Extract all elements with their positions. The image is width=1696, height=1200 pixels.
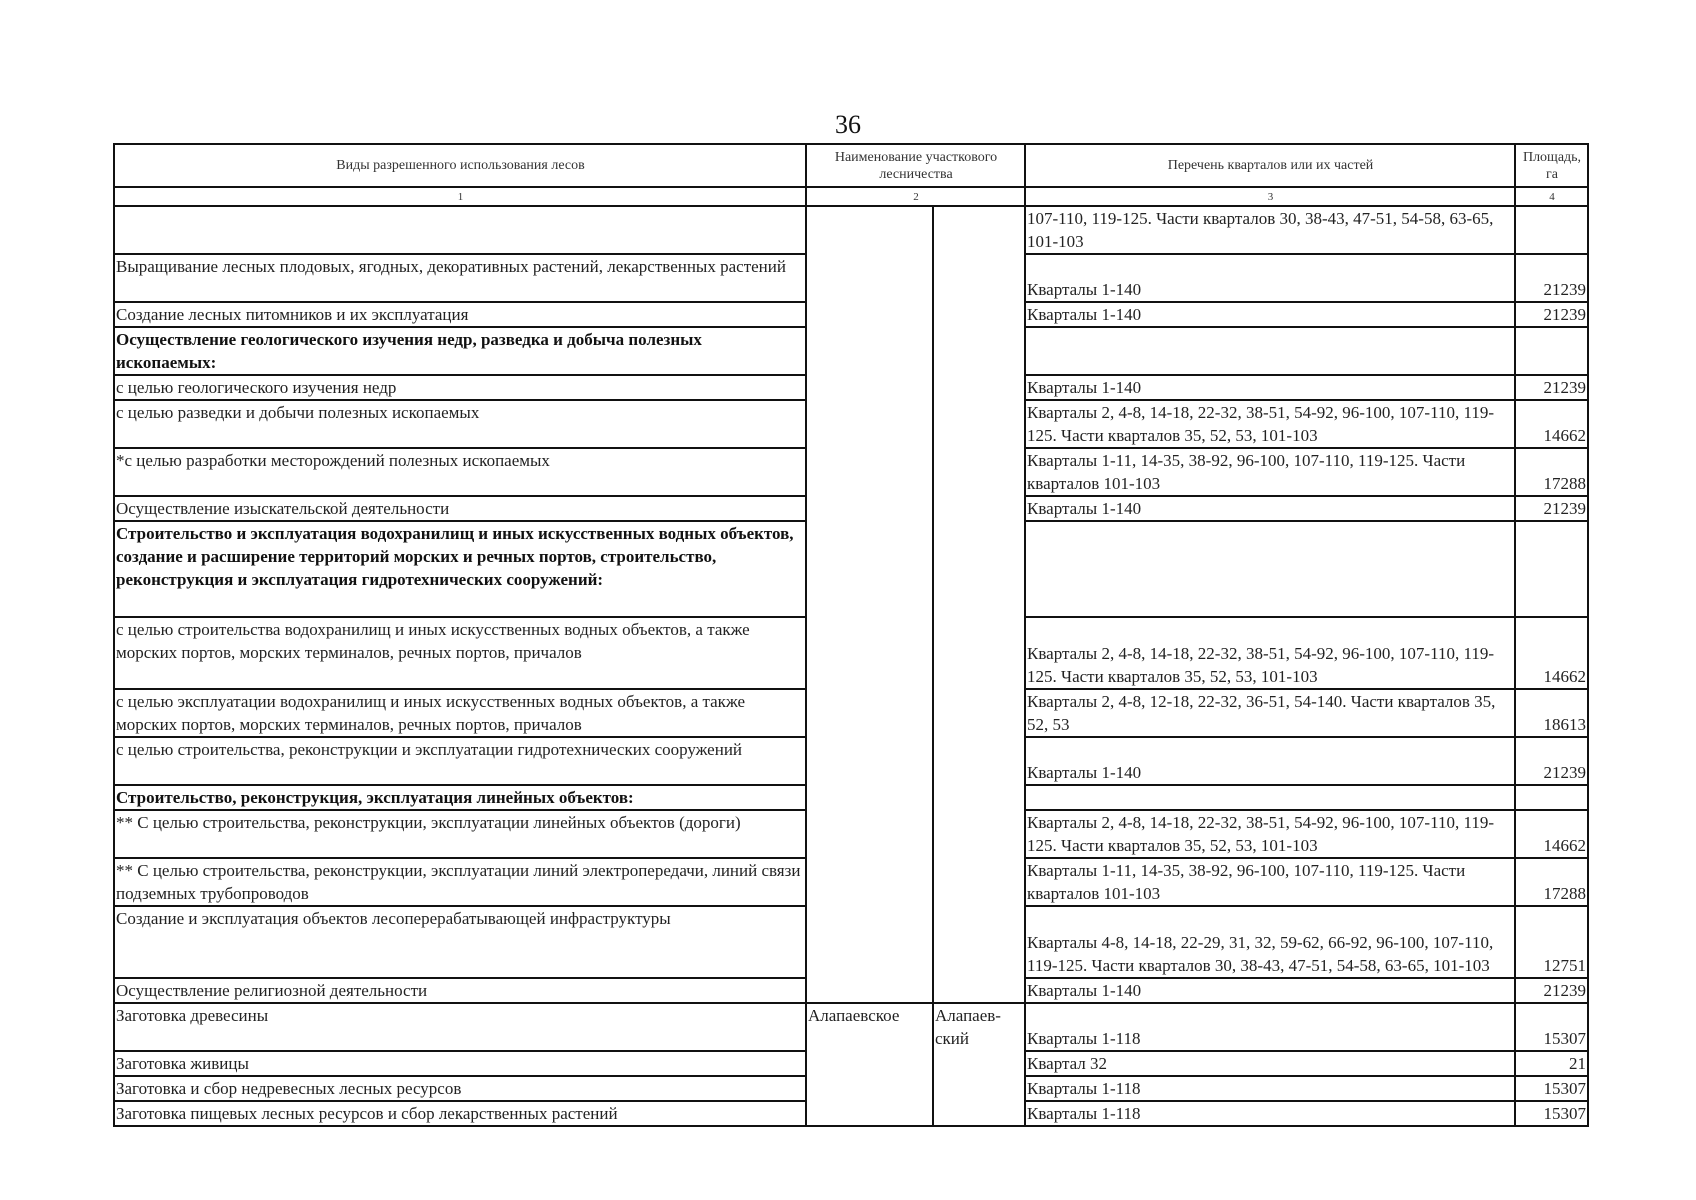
- area-cell: 21: [1515, 1051, 1588, 1076]
- quarters-cell: 107-110, 119-125. Части кварталов 30, 38-43, 47-51, 54-58, 63-65, 101-103: [1025, 206, 1515, 254]
- page-number: 36: [835, 110, 861, 139]
- column-number: 3: [1025, 187, 1515, 206]
- table-row: [114, 1003, 1588, 1051]
- header-forestry: Наименование участкового лесничества: [806, 144, 1025, 187]
- table-row: [114, 206, 1588, 254]
- quarters-cell: Кварталы 1-140: [1025, 737, 1515, 785]
- quarters-cell: Кварталы 1-140: [1025, 496, 1515, 521]
- column-number: 4: [1515, 187, 1588, 206]
- use-type-cell: Заготовка пищевых лесных ресурсов и сбор лекарственных растений: [114, 1101, 806, 1126]
- area-cell: 15307: [1515, 1076, 1588, 1101]
- area-cell: 15307: [1515, 1003, 1588, 1051]
- quarters-cell: Кварталы 1-11, 14-35, 38-92, 96-100, 107-110, 119-125. Части кварталов 101-103: [1025, 448, 1515, 496]
- section-heading-cell: Строительство и эксплуатация водохранилищ и иных искусственных водных объектов, создание и расширение территорий морских и речных портов, строительство, реконструкция и эксплуатация гидротехнических сооружений:: [114, 521, 806, 617]
- use-type-cell: Выращивание лесных плодовых, ягодных, декоративных растений, лекарственных растений: [114, 254, 806, 302]
- use-type-cell: Заготовка древесины: [114, 1003, 806, 1051]
- quarters-cell: [1025, 785, 1515, 810]
- area-cell: 21239: [1515, 496, 1588, 521]
- area-cell: 21239: [1515, 978, 1588, 1003]
- area-cell: [1515, 521, 1588, 617]
- area-cell: 15307: [1515, 1101, 1588, 1126]
- forest-use-table: [113, 143, 1589, 1127]
- use-type-cell: с целью строительства водохранилищ и иных искусственных водных объектов, а также морских портов, морских терминалов, речных портов, причалов: [114, 617, 806, 689]
- area-cell: 18613: [1515, 689, 1588, 737]
- use-type-cell: Заготовка и сбор недревесных лесных ресурсов: [114, 1076, 806, 1101]
- column-number: 1: [114, 187, 806, 206]
- use-type-cell: Создание и эксплуатация объектов лесоперерабатывающей инфраструктуры: [114, 906, 806, 978]
- section-heading-cell: Осуществление геологического изучения недр, разведка и добыча полезных ископаемых:: [114, 327, 806, 375]
- quarters-cell: Кварталы 2, 4-8, 14-18, 22-32, 38-51, 54-92, 96-100, 107-110, 119-125. Части кварталов 35, 52, 53, 101-103: [1025, 400, 1515, 448]
- use-type-cell: Создание лесных питомников и их эксплуатация: [114, 302, 806, 327]
- column-number-row: [114, 187, 1588, 206]
- quarters-cell: [1025, 327, 1515, 375]
- quarters-cell: Кварталы 1-140: [1025, 254, 1515, 302]
- forestry-name-cell: Алапаевское: [806, 1003, 933, 1126]
- quarters-cell: Кварталы 2, 4-8, 12-18, 22-32, 36-51, 54-140. Части кварталов 35, 52, 53: [1025, 689, 1515, 737]
- area-cell: 12751: [1515, 906, 1588, 978]
- quarters-cell: Кварталы 1-140: [1025, 302, 1515, 327]
- quarters-cell: [1025, 521, 1515, 617]
- quarters-cell: Кварталы 4-8, 14-18, 22-29, 31, 32, 59-62, 66-92, 96-100, 107-110, 119-125. Части кварталов 30, 38-43, 47-51, 54-58, 63-65, 101-103: [1025, 906, 1515, 978]
- use-type-cell: ** С целью строительства, реконструкции, эксплуатации линий электропередачи, линий связи подземных трубопроводов: [114, 858, 806, 906]
- use-type-cell: Осуществление религиозной деятельности: [114, 978, 806, 1003]
- area-cell: 21239: [1515, 375, 1588, 400]
- area-cell: 21239: [1515, 254, 1588, 302]
- column-number: 2: [806, 187, 1025, 206]
- header-quarters: Перечень кварталов или их частей: [1025, 144, 1515, 187]
- header-area: Площадь, га: [1515, 144, 1588, 187]
- area-cell: [1515, 785, 1588, 810]
- use-type-cell: ** С целью строительства, реконструкции, эксплуатации линейных объектов (дороги): [114, 810, 806, 858]
- table-header-row: [114, 144, 1588, 187]
- use-type-cell: [114, 206, 806, 254]
- area-cell: 14662: [1515, 617, 1588, 689]
- area-cell: [1515, 206, 1588, 254]
- quarters-cell: Кварталы 2, 4-8, 14-18, 22-32, 38-51, 54-92, 96-100, 107-110, 119-125. Части кварталов 35, 52, 53, 101-103: [1025, 810, 1515, 858]
- use-type-cell: *с целью разработки месторождений полезных ископаемых: [114, 448, 806, 496]
- area-cell: 17288: [1515, 448, 1588, 496]
- section-heading-cell: Строительство, реконструкция, эксплуатация линейных объектов:: [114, 785, 806, 810]
- use-type-cell: Заготовка живицы: [114, 1051, 806, 1076]
- use-type-cell: с целью эксплуатации водохранилищ и иных искусственных водных объектов, а также морских портов, морских терминалов, речных портов, причалов: [114, 689, 806, 737]
- area-cell: 14662: [1515, 810, 1588, 858]
- use-type-cell: с целью геологического изучения недр: [114, 375, 806, 400]
- quarters-cell: Кварталы 2, 4-8, 14-18, 22-32, 38-51, 54-92, 96-100, 107-110, 119-125. Части кварталов 35, 52, 53, 101-103: [1025, 617, 1515, 689]
- quarters-cell: Кварталы 1-118: [1025, 1076, 1515, 1101]
- use-type-cell: с целью разведки и добычи полезных ископаемых: [114, 400, 806, 448]
- quarters-cell: Кварталы 1-118: [1025, 1003, 1515, 1051]
- quarters-cell: Кварталы 1-11, 14-35, 38-92, 96-100, 107-110, 119-125. Части кварталов 101-103: [1025, 858, 1515, 906]
- area-cell: 21239: [1515, 302, 1588, 327]
- use-type-cell: с целью строительства, реконструкции и эксплуатации гидротехнических сооружений: [114, 737, 806, 785]
- forestry-cell-empty: [806, 206, 933, 1003]
- quarters-cell: Квартал 32: [1025, 1051, 1515, 1076]
- district-name-cell: Алапаев-ский: [933, 1003, 1025, 1126]
- area-cell: 17288: [1515, 858, 1588, 906]
- quarters-cell: Кварталы 1-118: [1025, 1101, 1515, 1126]
- header-use-type: Виды разрешенного использования лесов: [114, 144, 806, 187]
- area-cell: 21239: [1515, 737, 1588, 785]
- use-type-cell: Осуществление изыскательской деятельности: [114, 496, 806, 521]
- quarters-cell: Кварталы 1-140: [1025, 375, 1515, 400]
- quarters-cell: Кварталы 1-140: [1025, 978, 1515, 1003]
- area-cell: [1515, 327, 1588, 375]
- district-cell-empty: [933, 206, 1025, 1003]
- area-cell: 14662: [1515, 400, 1588, 448]
